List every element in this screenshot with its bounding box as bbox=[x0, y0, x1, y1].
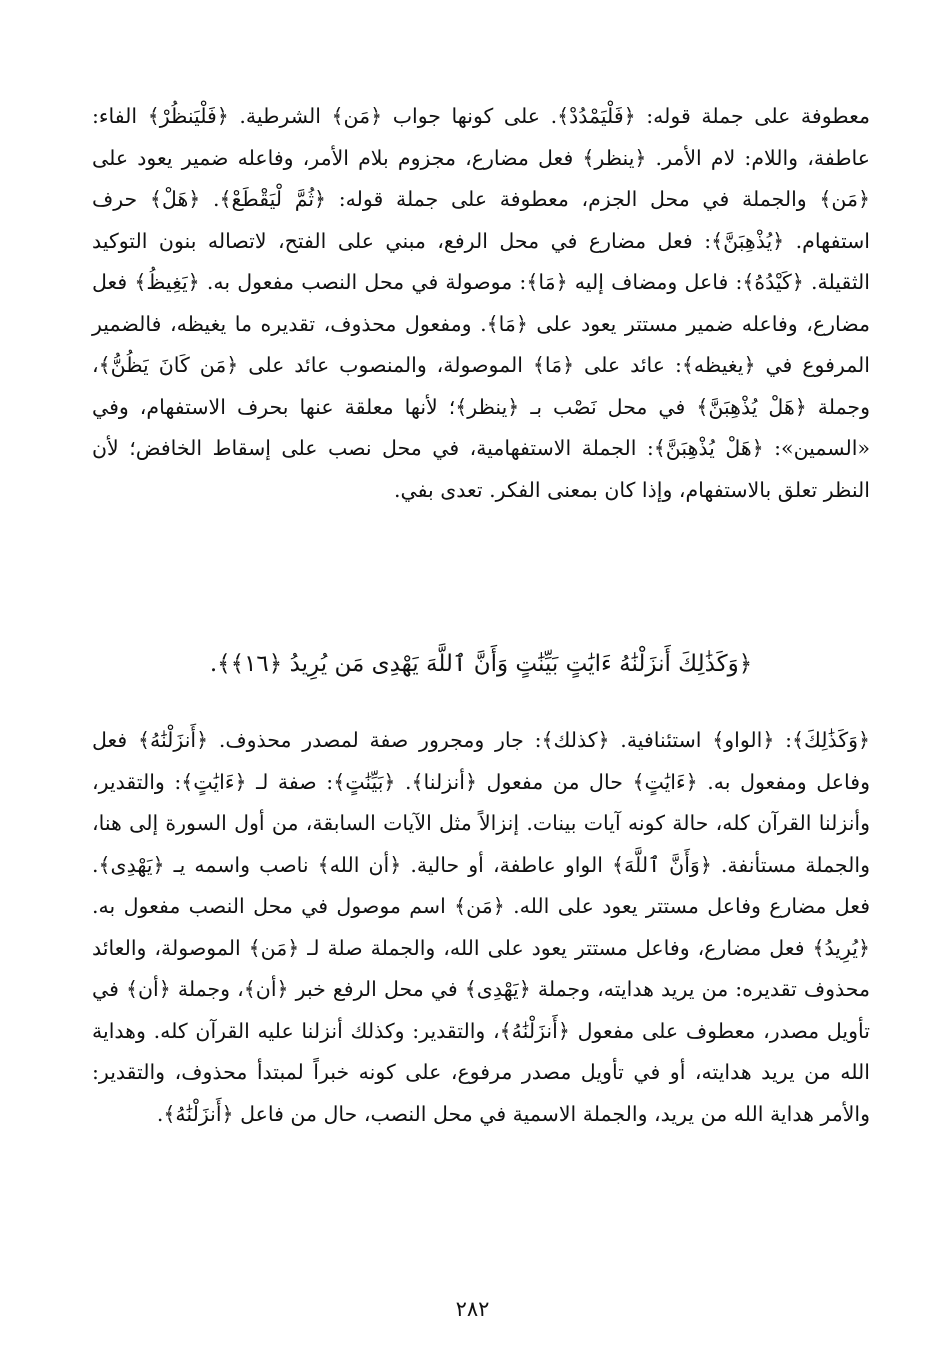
page-number: ٢٨٢ bbox=[455, 1297, 490, 1321]
paragraph-text-2: ﴿وَكَذَٰلِكَ﴾: ﴿الواو﴾ استئنافية. ﴿كذلك﴾: جار ومجرور صفة لمصدر محذوف. ﴿أَنزَلْنَٰهُ﴾ فعل وفاعل ومفعول به. ﴿ءَايَٰتٍ﴾ حال من مفعول ﴿أنزلنا﴾. ﴿بَيِّنَٰتٍ﴾: صفة لـ ﴿ءَايَٰتٍ﴾: والتقدير، وأنزلنا القرآن كله، حالة كونه آيات بينات. إنزالاً مثل الآيات السابقة، من أول السورة إلى هنا، والجملة مستأنفة. ﴿وَأَنَّ ٱللَّهَ﴾ الواو عاطفة، أو حالية. ﴿أن الله﴾ ناصب واسمه يـ ﴿يَهْدِى﴾. فعل مضارع وفاعل مستتر يعود على الله. ﴿مَن﴾ اسم موصول في محل النصب مفعول به. ﴿يُرِيدُ﴾ فعل مضارع، وفاعل مستتر يعود على الله، والجملة صلة لـ ﴿مَن﴾ الموصولة، والعائد محذوف تقديره: من يريد هدايته، وجملة ﴿يَهْدِى﴾ في محل الرفع خبر ﴿أن﴾، وجملة ﴿أن﴾ في تأويل مصدر، معطوف على مفعول ﴿أَنزَلْنَٰهُ﴾، والتقدير: وكذلك أنزلنا عليه القرآن كله. وهداية الله من يريد هدايته، أو في تأويل مصدر مرفوع، على كونه خبراً لمبتدأ محذوف، والتقدير: والأمر هداية الله من يريد، والجملة الاسمية في محل النصب، حال من فاعل ﴿أَنزَلْنَٰهُ﴾. bbox=[92, 728, 870, 1126]
commentary-paragraph-1 bbox=[92, 96, 870, 511]
paragraph-text-1: معطوفة على جملة قوله: ﴿فَلْيَمْدُدْ﴾. على كونها جواب ﴿مَن﴾ الشرطية. ﴿فَلْيَنظُرْ﴾ الفاء: عاطفة، واللام: لام الأمر. ﴿ينظر﴾ فعل مضارع، مجزوم بلام الأمر، وفاعله ضمير يعود على ﴿مَن﴾ والجملة في محل الجزم، معطوفة على جملة قوله: ﴿ثُمَّ لْيَقْطَعْ﴾. ﴿هَلْ﴾ حرف استفهام. ﴿يُذْهِبَنَّ﴾: فعل مضارع في محل الرفع، مبني على الفتح، لاتصاله بنون التوكيد الثقيلة. ﴿كَيْدُهُ﴾: فاعل ومضاف إليه ﴿مَا﴾: موصولة في محل النصب مفعول به. ﴿يَغِيظُ﴾ فعل مضارع، وفاعله ضمير مستتر يعود على ﴿مَا﴾. ومفعول محذوف، تقديره ما يغيظه، فالضمير المرفوع في ﴿يغيظه﴾: عائد على ﴿مَا﴾ الموصولة، والمنصوب عائد على ﴿مَن كَانَ يَظُنُّ﴾، وجملة ﴿هَلْ يُذْهِبَنَّ﴾ في محل نَصْب بـ ﴿ينظر﴾؛ لأنها معلقة عنها بحرف الاستفهام، وفي «السمين»: ﴿هَلْ يُذْهِبَنَّ﴾: الجملة الاستفهامية، في محل نصب على إسقاط الخافض؛ لأن النظر تعلق بالاستفهام، وإذا كان بمعنى الفكر. تعدى بفي. bbox=[92, 104, 870, 502]
quran-verse: ﴿وَكَذَٰلِكَ أَنزَلْنَٰهُ ءَايَٰتٍ بَيِّنَٰتٍ وَأَنَّ ٱللَّهَ يَهْدِى مَن يُرِيدُ ﴿١٦﴾﴾. bbox=[209, 651, 753, 677]
commentary-paragraph-2 bbox=[92, 720, 870, 1135]
